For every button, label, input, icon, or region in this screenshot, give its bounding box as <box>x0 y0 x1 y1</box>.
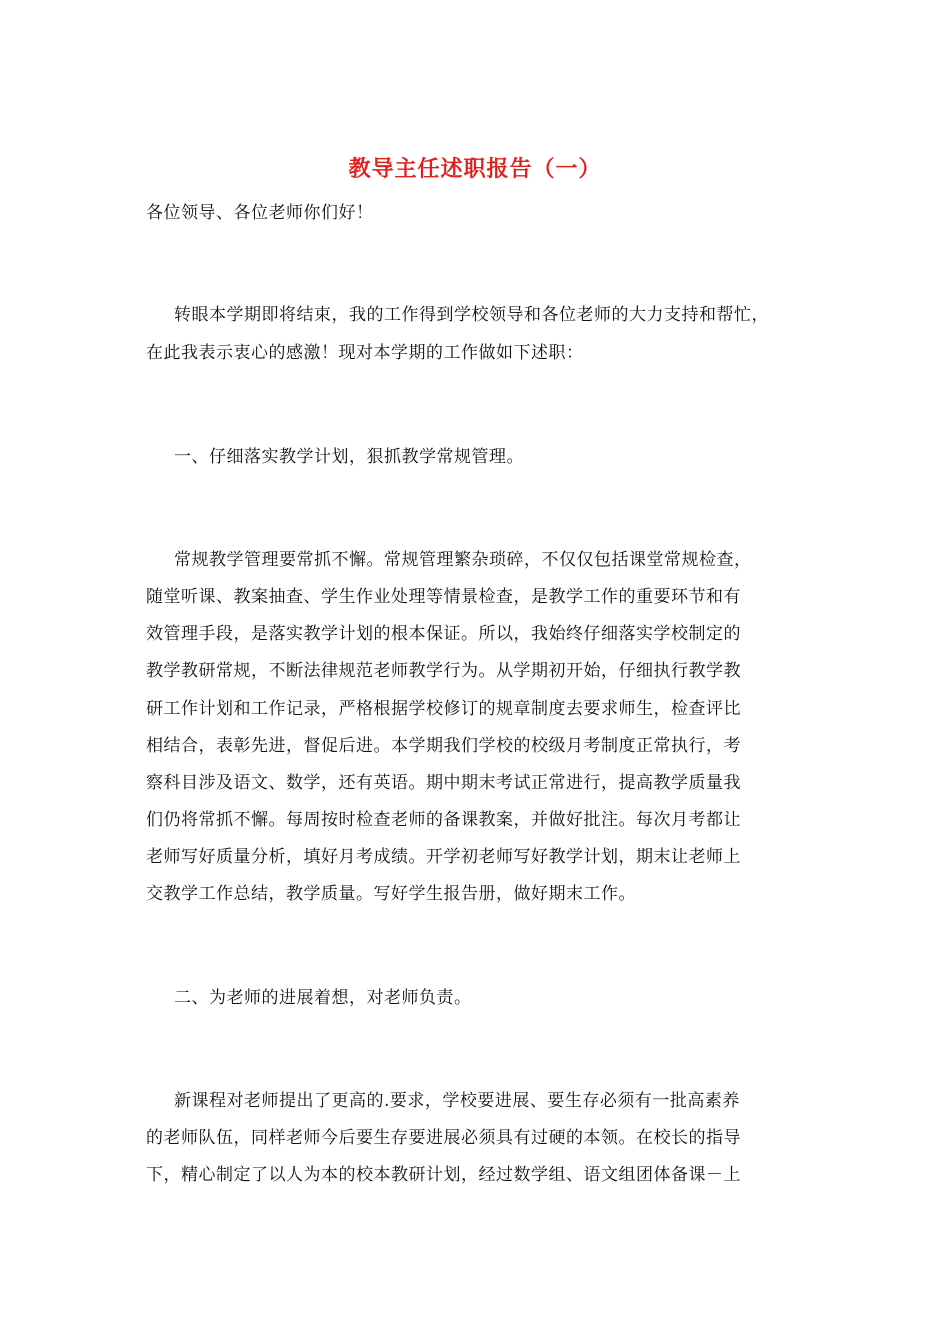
section1-line-4: 教学教研常规，不断法律规范老师教学行为。从学期初开始，仔细执行教学教 <box>146 661 741 681</box>
section1-line-3: 效管理手段，是落实教学计划的根本保证。所以，我始终仔细落实学校制定的 <box>146 624 741 644</box>
section1-line-2: 随堂听课、教案抽查、学生作业处理等情景检查，是教学工作的重要环节和有 <box>146 587 741 607</box>
section1-line-10: 交教学工作总结，教学质量。写好学生报告册，做好期末工作。 <box>146 884 636 904</box>
section2-line-2: 的老师队伍，同样老师今后要生存要进展必须具有过硬的本领。在校长的指导 <box>146 1128 741 1148</box>
section2-heading: 二、为老师的进展着想，对老师负责。 <box>174 988 472 1008</box>
document-title: 教导主任述职报告（一） <box>348 156 602 182</box>
section1-line-9: 老师写好质量分析，填好月考成绩。开学初老师写好教学计划，期末让老师上 <box>146 847 741 867</box>
section1-line-5: 研工作计划和工作记录，严格根据学校修订的规章制度去要求师生，检查评比 <box>146 699 741 719</box>
section1-line-1: 常规教学管理要常抓不懈。常规管理繁杂琐碎，不仅仅包括课堂常规检查， <box>174 550 752 570</box>
section1-line-6: 相结合，表彰先进，督促后进。本学期我们学校的校级月考制度正常执行，考 <box>146 736 741 756</box>
intro-line-2: 在此我表示衷心的感激！现对本学期的工作做如下述职： <box>146 343 584 363</box>
intro-line-1: 转眼本学期即将结束，我的工作得到学校领导和各位老师的大力支持和帮忙， <box>174 305 769 325</box>
section1-line-7: 察科目涉及语文、数学，还有英语。期中期末考试正常进行，提高教学质量我 <box>146 773 741 793</box>
section2-line-1: 新课程对老师提出了更高的.要求，学校要进展、要生存必须有一批高素养 <box>174 1091 740 1111</box>
section2-line-3: 下，精心制定了以人为本的校本教研计划，经过数学组、语文组团体备课－上 <box>146 1165 741 1185</box>
greeting: 各位领导、各位老师你们好！ <box>146 203 374 223</box>
section1-line-8: 们仍将常抓不懈。每周按时检查老师的备课教案，并做好批注。每次月考都让 <box>146 810 741 830</box>
section1-heading: 一、仔细落实教学计划，狠抓教学常规管理。 <box>174 447 524 467</box>
